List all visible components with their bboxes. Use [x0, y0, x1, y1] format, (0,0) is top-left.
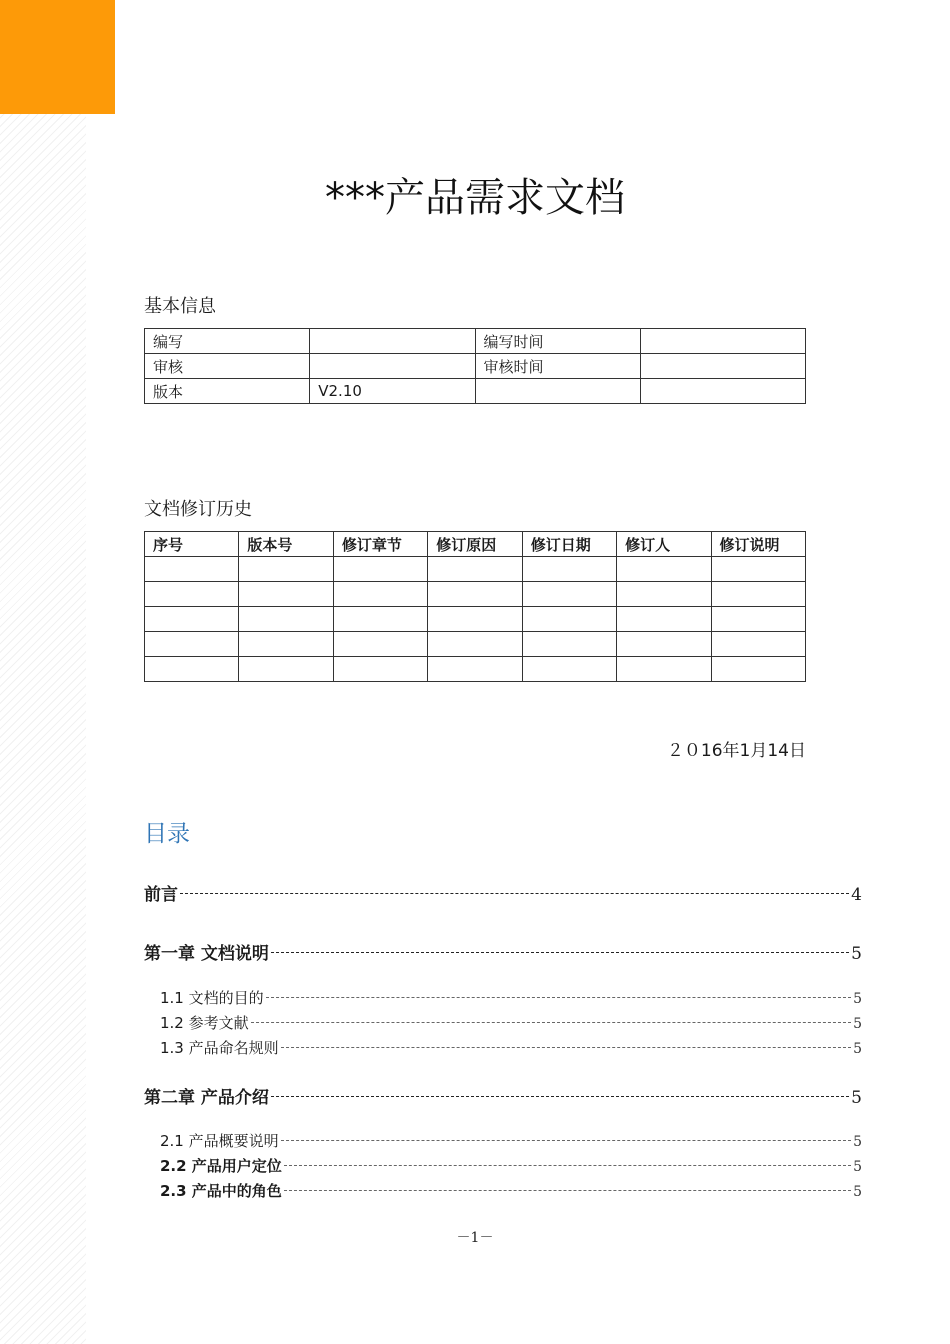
table-cell: [239, 657, 333, 682]
table-cell: [239, 557, 333, 582]
table-row: [145, 354, 806, 379]
toc-entry-page: 5: [853, 991, 862, 1007]
table-cell: 编写时间: [475, 329, 640, 354]
table-row: [145, 582, 806, 607]
toc-leader: [284, 1190, 851, 1191]
table-cell: [617, 632, 711, 657]
table-cell: [333, 582, 427, 607]
table-row: [145, 329, 806, 354]
table-cell: [711, 657, 805, 682]
toc-subentry[interactable]: [160, 1130, 862, 1151]
table-cell: [640, 379, 805, 404]
toc-entry-label: 1.2 参考文献: [160, 1014, 249, 1032]
toc-entry[interactable]: [144, 939, 862, 964]
table-row: [145, 379, 806, 404]
table-cell: [711, 607, 805, 632]
table-cell: [310, 354, 475, 379]
toc-entry-label: 前言: [144, 885, 178, 905]
toc-entry-page: 5: [853, 1134, 862, 1150]
toc-entry[interactable]: [144, 880, 862, 905]
table-cell: [428, 582, 522, 607]
column-header: 版本号: [239, 532, 333, 557]
basic-info-table: [144, 328, 806, 404]
toc-subentry[interactable]: [160, 987, 862, 1008]
table-row: [145, 557, 806, 582]
table-cell: [145, 557, 239, 582]
toc-entry-label: 2.3 产品中的角色: [160, 1182, 282, 1200]
toc-leader: [180, 893, 849, 894]
table-cell: [522, 632, 616, 657]
table-cell: [239, 632, 333, 657]
document-date: ２０16年1月14日: [666, 741, 806, 761]
table-cell: [428, 607, 522, 632]
table-cell: [617, 582, 711, 607]
toc-entry-label: 第一章 文档说明: [144, 944, 269, 964]
toc-entry-label: 2.2 产品用户定位: [160, 1157, 282, 1175]
table-cell: [333, 632, 427, 657]
table-cell: 审核: [145, 354, 310, 379]
toc-entry-page: 4: [851, 885, 862, 905]
table-row: [145, 632, 806, 657]
toc-leader: [281, 1047, 851, 1048]
column-header: 修订说明: [711, 532, 805, 557]
table-cell: [428, 657, 522, 682]
toc-entry-page: 5: [851, 1088, 862, 1108]
toc-leader: [271, 1096, 849, 1097]
toc-entry-label: 2.1 产品概要说明: [160, 1132, 279, 1150]
column-header: 修订日期: [522, 532, 616, 557]
orange-corner-block: [0, 0, 115, 114]
table-cell: [428, 557, 522, 582]
toc-subentry[interactable]: [160, 1012, 862, 1033]
table-cell: [522, 657, 616, 682]
table-cell: [711, 582, 805, 607]
page-number: －1－: [456, 1230, 494, 1246]
table-cell: [145, 657, 239, 682]
toc-leader: [284, 1165, 851, 1166]
column-header: 修订人: [617, 532, 711, 557]
table-cell: [428, 632, 522, 657]
document-title: ***产品需求文档: [325, 175, 625, 221]
column-header: 序号: [145, 532, 239, 557]
table-cell: [239, 582, 333, 607]
toc-entry-label: 1.1 文档的目的: [160, 989, 264, 1007]
table-cell: [239, 607, 333, 632]
table-cell: [145, 582, 239, 607]
table-cell: [522, 557, 616, 582]
revision-history-table: [144, 531, 806, 682]
table-cell: [145, 607, 239, 632]
column-header: 修订原因: [428, 532, 522, 557]
toc-entry-page: 5: [853, 1184, 862, 1200]
table-row: [145, 657, 806, 682]
table-cell: [640, 354, 805, 379]
table-cell: [617, 607, 711, 632]
toc-leader: [251, 1022, 851, 1023]
table-row: [145, 607, 806, 632]
table-cell: 审核时间: [475, 354, 640, 379]
revision-history-heading: 文档修订历史: [144, 499, 252, 520]
table-cell: [310, 329, 475, 354]
table-cell: [333, 557, 427, 582]
table-cell: [522, 582, 616, 607]
toc-leader: [271, 952, 849, 953]
toc-subentry[interactable]: [160, 1180, 862, 1201]
table-cell: [333, 607, 427, 632]
toc-entry-page: 5: [853, 1041, 862, 1057]
toc-subentry[interactable]: [160, 1037, 862, 1058]
column-header: 修订章节: [333, 532, 427, 557]
basic-info-heading: 基本信息: [144, 296, 216, 317]
table-cell: [475, 379, 640, 404]
toc-leader: [281, 1140, 851, 1141]
toc-entry-page: 5: [853, 1016, 862, 1032]
table-cell: [617, 557, 711, 582]
table-header-row: [145, 532, 806, 557]
toc-subentry[interactable]: [160, 1155, 862, 1176]
toc-leader: [266, 997, 851, 998]
table-cell: [711, 557, 805, 582]
toc-entry-page: 5: [851, 944, 862, 964]
toc-entry-label: 1.3 产品命名规则: [160, 1039, 279, 1057]
table-cell: 版本: [145, 379, 310, 404]
table-cell: V2.10: [310, 379, 475, 404]
toc-entry[interactable]: [144, 1083, 862, 1108]
table-cell: [145, 632, 239, 657]
toc-heading: 目录: [144, 821, 190, 847]
table-cell: [522, 607, 616, 632]
toc-entry-page: 5: [853, 1159, 862, 1175]
table-cell: [711, 632, 805, 657]
table-cell: [617, 657, 711, 682]
table-cell: [333, 657, 427, 682]
toc-entry-label: 第二章 产品介绍: [144, 1088, 269, 1108]
table-cell: [640, 329, 805, 354]
table-cell: 编写: [145, 329, 310, 354]
